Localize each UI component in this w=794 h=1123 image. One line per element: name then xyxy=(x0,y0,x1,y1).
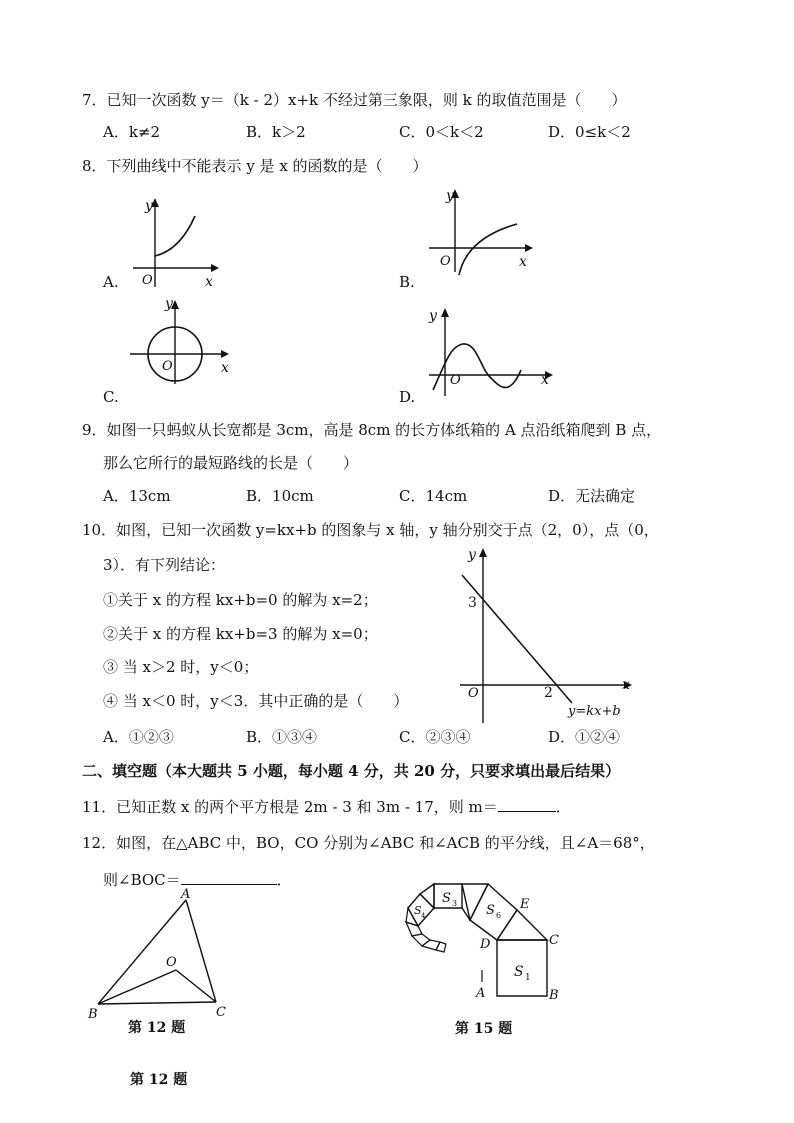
q12-end: ． xyxy=(276,871,292,889)
q10-option-b: B．①③④ xyxy=(246,728,318,746)
figure-12-triangle xyxy=(88,886,248,1026)
svg-text:x: x xyxy=(519,254,527,270)
q12-line1: 12．如图，在△ABC 中，BO，CO 分别为∠ABC 和∠ACB 的平分线，且∠A＝68°， xyxy=(82,834,655,852)
svg-text:3: 3 xyxy=(468,595,477,611)
q8-label-d: D. xyxy=(399,388,416,406)
q7-option-d: D．0≤k＜2 xyxy=(548,123,631,141)
figure-12-caption: 第 12 题 xyxy=(128,1020,186,1036)
svg-text:B: B xyxy=(88,1007,98,1022)
svg-text:3: 3 xyxy=(452,899,458,908)
q10-graph xyxy=(450,545,640,725)
section-2-heading: 二、填空题（本大题共 5 小题，每小题 4 分，共 20 分，只要求填出最后结果） xyxy=(82,762,621,780)
q8-label-a: A. xyxy=(103,273,119,291)
q10-conclusion-2: ②关于 x 的方程 kx+b=3 的解为 x=0； xyxy=(103,625,378,643)
svg-text:4: 4 xyxy=(421,912,426,920)
svg-text:C: C xyxy=(549,933,559,948)
q9-option-a: A．13cm xyxy=(103,487,171,505)
svg-text:A: A xyxy=(476,986,486,1001)
q8-graph-d xyxy=(425,306,565,396)
q12-answer-blank[interactable] xyxy=(181,870,277,885)
svg-text:y: y xyxy=(429,308,437,324)
q10-conclusion-1: ①关于 x 的方程 kx+b=0 的解为 x=2； xyxy=(103,591,378,609)
svg-text:y: y xyxy=(145,198,153,214)
svg-text:C: C xyxy=(216,1005,226,1020)
svg-text:y: y xyxy=(446,188,454,204)
svg-text:2: 2 xyxy=(544,685,553,701)
svg-text:B: B xyxy=(549,988,559,1003)
q7-option-a: A．k≠2 xyxy=(103,123,161,141)
q10-option-c: C．②③④ xyxy=(399,728,471,746)
q8-label-b: B. xyxy=(399,273,415,291)
svg-text:A: A xyxy=(181,887,191,902)
q10-line1: 10．如图，已知一次函数 y=kx+b 的图象与 x 轴，y 轴分别交于点（2，0），点（0， xyxy=(82,521,659,539)
q8-label-c: C. xyxy=(103,388,119,406)
svg-text:y: y xyxy=(468,547,476,563)
q12-line2-text: 则∠BOC＝ xyxy=(103,871,181,889)
svg-text:y=kx+b: y=kx+b xyxy=(568,704,621,719)
q7-option-c: C．0＜k＜2 xyxy=(399,123,484,141)
svg-text:y: y xyxy=(165,296,173,312)
q7-stem: 7．已知一次函数 y＝（k - 2）x+k 不经过第三象限，则 k 的取值范围是（ ） xyxy=(82,91,627,109)
svg-text:x: x xyxy=(221,360,229,376)
q10-line2: 3）．有下列结论： xyxy=(103,556,226,574)
q8-graph-a xyxy=(125,192,235,292)
svg-text:O: O xyxy=(450,373,461,388)
footer-caption: 第 12 题 xyxy=(130,1072,188,1088)
svg-text:D: D xyxy=(480,937,491,952)
svg-text:S: S xyxy=(414,904,422,917)
svg-text:E: E xyxy=(520,897,530,912)
q11-answer-blank[interactable] xyxy=(498,797,556,812)
q11-stem: 11．已知正数 x 的两个平方根是 2m - 3 和 3m - 17，则 m＝ xyxy=(82,798,498,816)
figure-15-squares xyxy=(400,878,570,1013)
svg-text:O: O xyxy=(440,254,451,269)
q8-stem: 8．下列曲线中不能表示 y 是 x 的函数的是（ ） xyxy=(82,157,428,175)
svg-text:x: x xyxy=(622,677,630,693)
q10-conclusion-4: ④ 当 x＜0 时，y＜3．其中正确的是（ ） xyxy=(103,692,409,710)
svg-text:S: S xyxy=(486,903,495,918)
svg-text:O: O xyxy=(468,686,479,701)
svg-text:x: x xyxy=(205,274,213,290)
svg-text:x: x xyxy=(541,372,549,388)
q9-option-c: C．14cm xyxy=(399,487,468,505)
q10-option-d: D．①②④ xyxy=(548,728,621,746)
q10-conclusion-3: ③ 当 x＞2 时，y＜0； xyxy=(103,658,259,676)
svg-text:1: 1 xyxy=(525,973,531,983)
q11-text xyxy=(82,797,571,816)
q7-option-b: B．k＞2 xyxy=(246,123,306,141)
svg-text:O: O xyxy=(162,359,173,374)
q9-line1: 9．如图一只蚂蚁从长宽都是 3cm，高是 8cm 的长方体纸箱的 A 点沿纸箱爬到 B 点， xyxy=(82,421,662,439)
q8-graph-b xyxy=(425,180,545,280)
svg-text:O: O xyxy=(142,273,153,288)
q9-line2: 那么它所行的最短路线的长是（ ） xyxy=(103,454,359,472)
q9-option-d: D．无法确定 xyxy=(548,487,636,505)
svg-text:S: S xyxy=(514,964,524,980)
svg-text:O: O xyxy=(166,955,177,970)
q10-option-a: A．①②③ xyxy=(103,728,174,746)
svg-text:S: S xyxy=(442,891,451,906)
q11-end: ． xyxy=(555,798,571,816)
svg-text:6: 6 xyxy=(496,911,502,920)
q8-graph-c xyxy=(125,296,235,386)
figure-15-caption: 第 15 题 xyxy=(455,1021,513,1037)
q9-option-b: B．10cm xyxy=(246,487,314,505)
